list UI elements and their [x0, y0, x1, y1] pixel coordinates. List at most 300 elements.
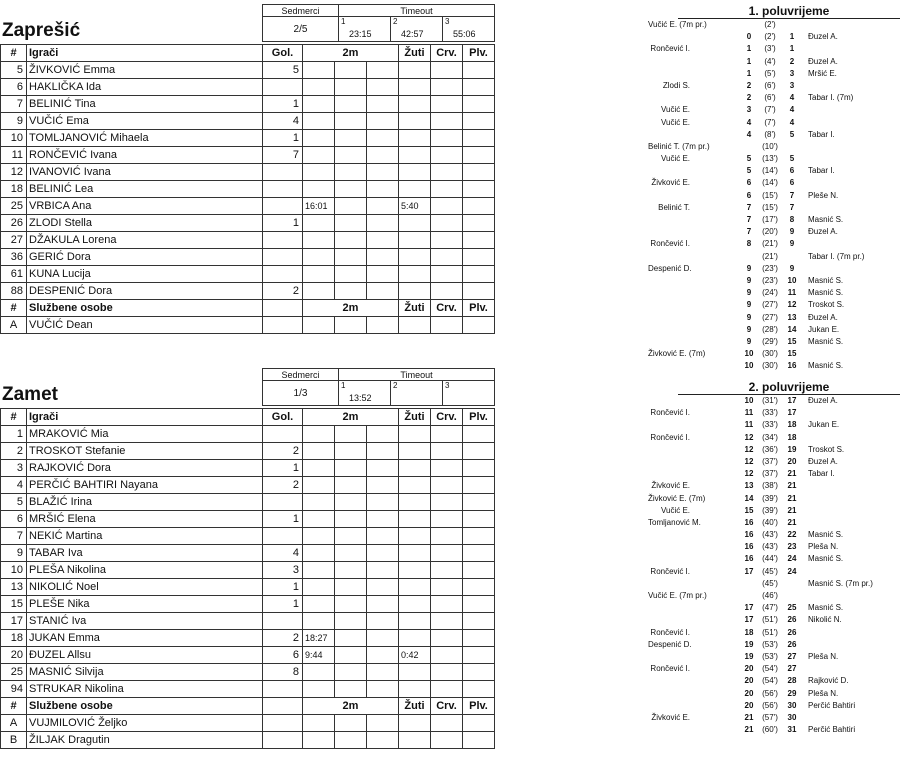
two-min-1 [303, 681, 335, 698]
player-goals: 6 [263, 647, 303, 664]
event-row [648, 639, 900, 651]
event-row [648, 336, 900, 348]
event-row [648, 348, 900, 360]
red-card [431, 147, 463, 164]
player-row [1, 181, 495, 198]
cell [463, 317, 495, 334]
cell [303, 732, 335, 749]
left-scorer: Rončević I. [650, 408, 690, 418]
score-away: 28 [787, 676, 797, 686]
team-header-table [262, 368, 495, 406]
score-home: 14 [744, 493, 754, 503]
event-row [648, 529, 900, 541]
player-row [1, 630, 495, 647]
table-header-row [1, 409, 495, 426]
yellow-card [399, 62, 431, 79]
score-away: 10 [787, 275, 797, 285]
left-scorer: Vučić E. (7m pr.) [648, 20, 707, 29]
two-min-3 [367, 215, 399, 232]
score-away: 5 [789, 154, 795, 164]
minute: (3') [764, 44, 776, 54]
two-min-2 [335, 249, 367, 266]
score-home: 1 [746, 44, 752, 54]
two-min-1 [303, 79, 335, 96]
score-home: 9 [746, 263, 752, 273]
yellow-card [399, 511, 431, 528]
player-goals: 1 [263, 130, 303, 147]
score-away: 30 [787, 700, 797, 710]
two-min-2 [335, 460, 367, 477]
score-home: 20 [744, 664, 754, 674]
cell [431, 317, 463, 334]
left-scorer: Živković E. (7m) [648, 493, 706, 503]
score-away: 4 [789, 105, 795, 115]
minute: (43') [762, 542, 778, 552]
officials-header-row [1, 698, 495, 715]
player-goals: 1 [263, 96, 303, 113]
score-away: 24 [787, 554, 797, 564]
timeout-1: 1 23:15 [339, 17, 391, 42]
two-min-3 [367, 283, 399, 300]
score-home: 9 [746, 324, 752, 334]
yellow-card: 5:40 [399, 198, 431, 215]
red-card [431, 562, 463, 579]
left-scorer: Rončević I. [650, 664, 690, 674]
two-min-1 [303, 562, 335, 579]
cell [263, 317, 303, 334]
score-away: 19 [787, 444, 797, 454]
yellow-card [399, 232, 431, 249]
event-row [648, 153, 900, 165]
score-away: 18 [787, 420, 797, 430]
event-row [648, 505, 900, 517]
minute: (28') [762, 324, 778, 334]
right-scorer: Tabar I. [808, 469, 835, 479]
player-name: STANIĆ Iva [27, 613, 263, 630]
minute: (33') [762, 408, 778, 418]
player-number: 7 [1, 528, 27, 545]
yellow-card [399, 613, 431, 630]
player-name: PLEŠE Nika [27, 596, 263, 613]
event-row [648, 688, 900, 700]
event-row [648, 480, 900, 492]
score-away: 20 [787, 456, 797, 466]
score-home: 2 [746, 93, 752, 103]
two-min-2 [335, 96, 367, 113]
col-number-header: # [1, 300, 27, 317]
right-scorer: Pleše N. [808, 190, 839, 200]
blue-card [463, 181, 495, 198]
blue-card [463, 528, 495, 545]
minute: (47') [762, 603, 778, 613]
minute: (6') [764, 80, 776, 90]
two-min-2 [335, 164, 367, 181]
col-officials-header: Službene osobe [27, 698, 263, 715]
score-away: 13 [787, 312, 797, 322]
two-min-1 [303, 215, 335, 232]
event-row [648, 214, 900, 226]
player-name: ZLODI Stella [27, 215, 263, 232]
red-card [431, 113, 463, 130]
right-scorer: Tabar I. (7m) [808, 93, 854, 103]
two-min-2 [335, 130, 367, 147]
two-min-1 [303, 579, 335, 596]
right-scorer: Pleša N. [808, 651, 839, 661]
score-home: 3 [746, 105, 752, 115]
player-number: 11 [1, 147, 27, 164]
score-away: 26 [787, 627, 797, 637]
blue-card [463, 545, 495, 562]
event-row [648, 92, 900, 104]
two-min-2 [335, 181, 367, 198]
left-scorer: Despenić D. [648, 639, 692, 649]
official-name: ŽILJAK Dragutin [27, 732, 263, 749]
right-scorer: Masnić S. [808, 603, 844, 613]
left-scorer: Živković E. (7m) [648, 349, 706, 359]
timeout-1: 1 13:52 [339, 381, 391, 406]
player-name: PLEŠA Nikolina [27, 562, 263, 579]
col-2min-header: 2m [303, 45, 399, 62]
score-away: 1 [789, 32, 795, 42]
player-name: RAJKOVIĆ Dora [27, 460, 263, 477]
half-title: 2. poluvrijeme [678, 380, 900, 395]
event-row [648, 419, 900, 431]
sedmerci-value: 1/3 [263, 381, 339, 406]
event-row [648, 578, 900, 590]
minute: (2') [764, 32, 776, 42]
score-home: 7 [746, 202, 752, 212]
player-number: 1 [1, 426, 27, 443]
player-number: 9 [1, 545, 27, 562]
yellow-card [399, 579, 431, 596]
right-scorer: Rajković D. [808, 676, 849, 686]
player-goals [263, 426, 303, 443]
event-row [648, 117, 900, 129]
half-title: 1. poluvrijeme [678, 4, 900, 19]
player-number: 13 [1, 579, 27, 596]
two-min-3 [367, 266, 399, 283]
yellow-card [399, 96, 431, 113]
minute: (10') [762, 141, 778, 151]
player-number: 2 [1, 443, 27, 460]
blue-card [463, 266, 495, 283]
minute: (54') [762, 664, 778, 674]
right-scorer: Nikolić N. [808, 615, 842, 625]
right-scorer: Đuzel A. [808, 56, 838, 66]
score-away: 27 [787, 651, 797, 661]
score-home: 1 [746, 56, 752, 66]
event-row [648, 541, 900, 553]
red-card [431, 426, 463, 443]
yellow-card [399, 147, 431, 164]
right-scorer: Perčić Bahtiri [808, 725, 856, 735]
player-name: BELINIĆ Lea [27, 181, 263, 198]
player-row [1, 62, 495, 79]
player-number: 15 [1, 596, 27, 613]
score-home: 10 [744, 349, 754, 359]
minute: (54') [762, 676, 778, 686]
player-goals [263, 232, 303, 249]
event-row [648, 19, 900, 31]
blue-card [463, 681, 495, 698]
left-scorer: Rončević I. [650, 627, 690, 637]
player-goals [263, 79, 303, 96]
two-min-2 [335, 266, 367, 283]
player-goals: 1 [263, 460, 303, 477]
player-number: 10 [1, 562, 27, 579]
col-red-header: Crv. [431, 698, 463, 715]
minute: (7') [764, 117, 776, 127]
two-min-1 [303, 232, 335, 249]
right-scorer: Troskot S. [808, 300, 845, 310]
score-home: 7 [746, 227, 752, 237]
minute: (40') [762, 517, 778, 527]
score-home: 17 [744, 603, 754, 613]
col-goals-header: Gol. [263, 409, 303, 426]
right-scorer: Tabar I. (7m pr.) [808, 251, 865, 261]
blue-card [463, 443, 495, 460]
minute: (39') [762, 493, 778, 503]
player-goals: 2 [263, 283, 303, 300]
player-name: MASNIĆ Silvija [27, 664, 263, 681]
blue-card [463, 113, 495, 130]
two-min-3 [367, 664, 399, 681]
player-name: BLAŽIĆ Irina [27, 494, 263, 511]
timeout-2: 2 42:57 [391, 17, 443, 42]
red-card [431, 613, 463, 630]
score-home: 16 [744, 554, 754, 564]
player-row [1, 460, 495, 477]
score-away: 12 [787, 300, 797, 310]
two-min-1 [303, 283, 335, 300]
blue-card [463, 232, 495, 249]
col-goals-header: Gol. [263, 45, 303, 62]
event-row [648, 553, 900, 565]
official-row [1, 317, 495, 334]
two-min-2 [335, 283, 367, 300]
two-min-3 [367, 630, 399, 647]
score-home: 18 [744, 627, 754, 637]
score-home: 21 [744, 712, 754, 722]
right-scorer: Đuzel A. [808, 456, 838, 466]
player-name: DŽAKULA Lorena [27, 232, 263, 249]
two-min-3 [367, 79, 399, 96]
two-min-3 [367, 511, 399, 528]
minute: (33') [762, 420, 778, 430]
player-row [1, 528, 495, 545]
score-home: 16 [744, 530, 754, 540]
two-min-2 [335, 511, 367, 528]
blue-card [463, 579, 495, 596]
yellow-card [399, 283, 431, 300]
score-home: 7 [746, 215, 752, 224]
col-officials-header: Službene osobe [27, 300, 263, 317]
official-name: VUJMILOVIĆ Željko [27, 715, 263, 732]
two-min-3 [367, 460, 399, 477]
two-min-1 [303, 477, 335, 494]
two-min-1 [303, 130, 335, 147]
player-number: 17 [1, 613, 27, 630]
score-away: 31 [787, 725, 797, 735]
right-scorer: Masnić S. (7m pr.) [808, 578, 873, 588]
two-min-3 [367, 477, 399, 494]
player-goals: 4 [263, 545, 303, 562]
player-number: 18 [1, 630, 27, 647]
two-min-3 [367, 164, 399, 181]
two-min-1: 9:44 [303, 647, 335, 664]
red-card [431, 232, 463, 249]
cell [335, 732, 367, 749]
player-goals: 1 [263, 596, 303, 613]
event-row [648, 104, 900, 116]
two-min-1 [303, 181, 335, 198]
player-name: NEKIĆ Martina [27, 528, 263, 545]
blue-card [463, 215, 495, 232]
score-away: 5 [789, 129, 795, 139]
two-min-2 [335, 62, 367, 79]
timeout-2: 2 [391, 381, 443, 406]
minute: (39') [762, 505, 778, 515]
two-min-1 [303, 113, 335, 130]
timeout-label: Timeout [339, 5, 495, 17]
minute: (45') [762, 578, 778, 588]
event-log-second-half [648, 380, 900, 736]
cell [335, 715, 367, 732]
team-zamet-section [0, 368, 496, 749]
minute: (38') [762, 481, 778, 491]
right-scorer: Đuzel A. [808, 396, 838, 405]
player-row [1, 249, 495, 266]
event-row [648, 165, 900, 177]
col-yellow-header: Žuti [399, 409, 431, 426]
sedmerci-value: 2/5 [263, 17, 339, 42]
left-scorer: Vučić E. [660, 117, 690, 127]
score-home: 12 [744, 469, 754, 479]
cell [367, 317, 399, 334]
left-scorer: Rončević I. [650, 44, 690, 54]
player-number: 6 [1, 79, 27, 96]
yellow-card [399, 630, 431, 647]
left-scorer: Vučić E. [660, 505, 690, 515]
two-min-2 [335, 579, 367, 596]
player-row [1, 130, 495, 147]
two-min-3 [367, 249, 399, 266]
right-scorer: Masnić S. [808, 361, 844, 371]
event-row [648, 56, 900, 68]
official-id: A [1, 715, 27, 732]
two-min-3 [367, 596, 399, 613]
two-min-2 [335, 198, 367, 215]
left-scorer: Belinić T. [658, 202, 690, 212]
minute: (23') [762, 275, 778, 285]
minute: (53') [762, 651, 778, 661]
player-row [1, 579, 495, 596]
minute: (45') [762, 566, 778, 576]
player-number: 4 [1, 477, 27, 494]
event-row [648, 517, 900, 529]
score-away: 15 [787, 336, 797, 346]
two-min-3 [367, 528, 399, 545]
event-log-first-half [648, 4, 900, 372]
player-name: PERČIĆ BAHTIRI Nayana [27, 477, 263, 494]
score-away: 21 [787, 493, 797, 503]
player-goals [263, 494, 303, 511]
two-min-3 [367, 562, 399, 579]
red-card [431, 215, 463, 232]
minute: (56') [762, 688, 778, 698]
yellow-card [399, 426, 431, 443]
event-row [648, 724, 900, 736]
yellow-card [399, 164, 431, 181]
sedmerci-label: Sedmerci [263, 369, 339, 381]
score-home: 20 [744, 688, 754, 698]
minute: (44') [762, 554, 778, 564]
event-row [648, 712, 900, 724]
player-row [1, 215, 495, 232]
score-away: 21 [787, 481, 797, 491]
player-goals [263, 266, 303, 283]
right-scorer: Masnić S. [808, 275, 844, 285]
score-home: 12 [744, 456, 754, 466]
score-home: 16 [744, 517, 754, 527]
player-row [1, 664, 495, 681]
score-away: 26 [787, 615, 797, 625]
two-min-2 [335, 215, 367, 232]
score-away: 18 [787, 432, 797, 442]
event-row [648, 263, 900, 275]
minute: (27') [762, 300, 778, 310]
red-card [431, 545, 463, 562]
score-away: 21 [787, 469, 797, 479]
minute: (2') [764, 20, 776, 29]
score-home: 6 [746, 178, 752, 188]
minute: (37') [762, 469, 778, 479]
cell [335, 317, 367, 334]
player-goals: 3 [263, 562, 303, 579]
blue-card [463, 511, 495, 528]
player-goals [263, 249, 303, 266]
red-card [431, 647, 463, 664]
event-row [648, 360, 900, 372]
two-min-1 [303, 147, 335, 164]
two-min-3 [367, 181, 399, 198]
right-scorer: Mršić E. [808, 68, 837, 78]
player-goals: 7 [263, 147, 303, 164]
right-scorer: Troskot S. [808, 444, 845, 454]
yellow-card [399, 494, 431, 511]
two-min-3 [367, 96, 399, 113]
player-goals: 2 [263, 477, 303, 494]
player-name: DESPENIĆ Dora [27, 283, 263, 300]
two-min-1: 16:01 [303, 198, 335, 215]
event-row [648, 493, 900, 505]
blue-card [463, 164, 495, 181]
col-number-header: # [1, 45, 27, 62]
blue-card [463, 647, 495, 664]
player-goals: 1 [263, 215, 303, 232]
yellow-card [399, 681, 431, 698]
two-min-2 [335, 232, 367, 249]
score-home: 1 [746, 68, 752, 78]
minute: (46') [762, 591, 778, 600]
minute: (23') [762, 263, 778, 273]
yellow-card [399, 664, 431, 681]
red-card [431, 511, 463, 528]
minute: (37') [762, 456, 778, 466]
score-away: 2 [789, 56, 795, 66]
score-away: 7 [789, 190, 795, 200]
player-name: BELINIĆ Tina [27, 96, 263, 113]
